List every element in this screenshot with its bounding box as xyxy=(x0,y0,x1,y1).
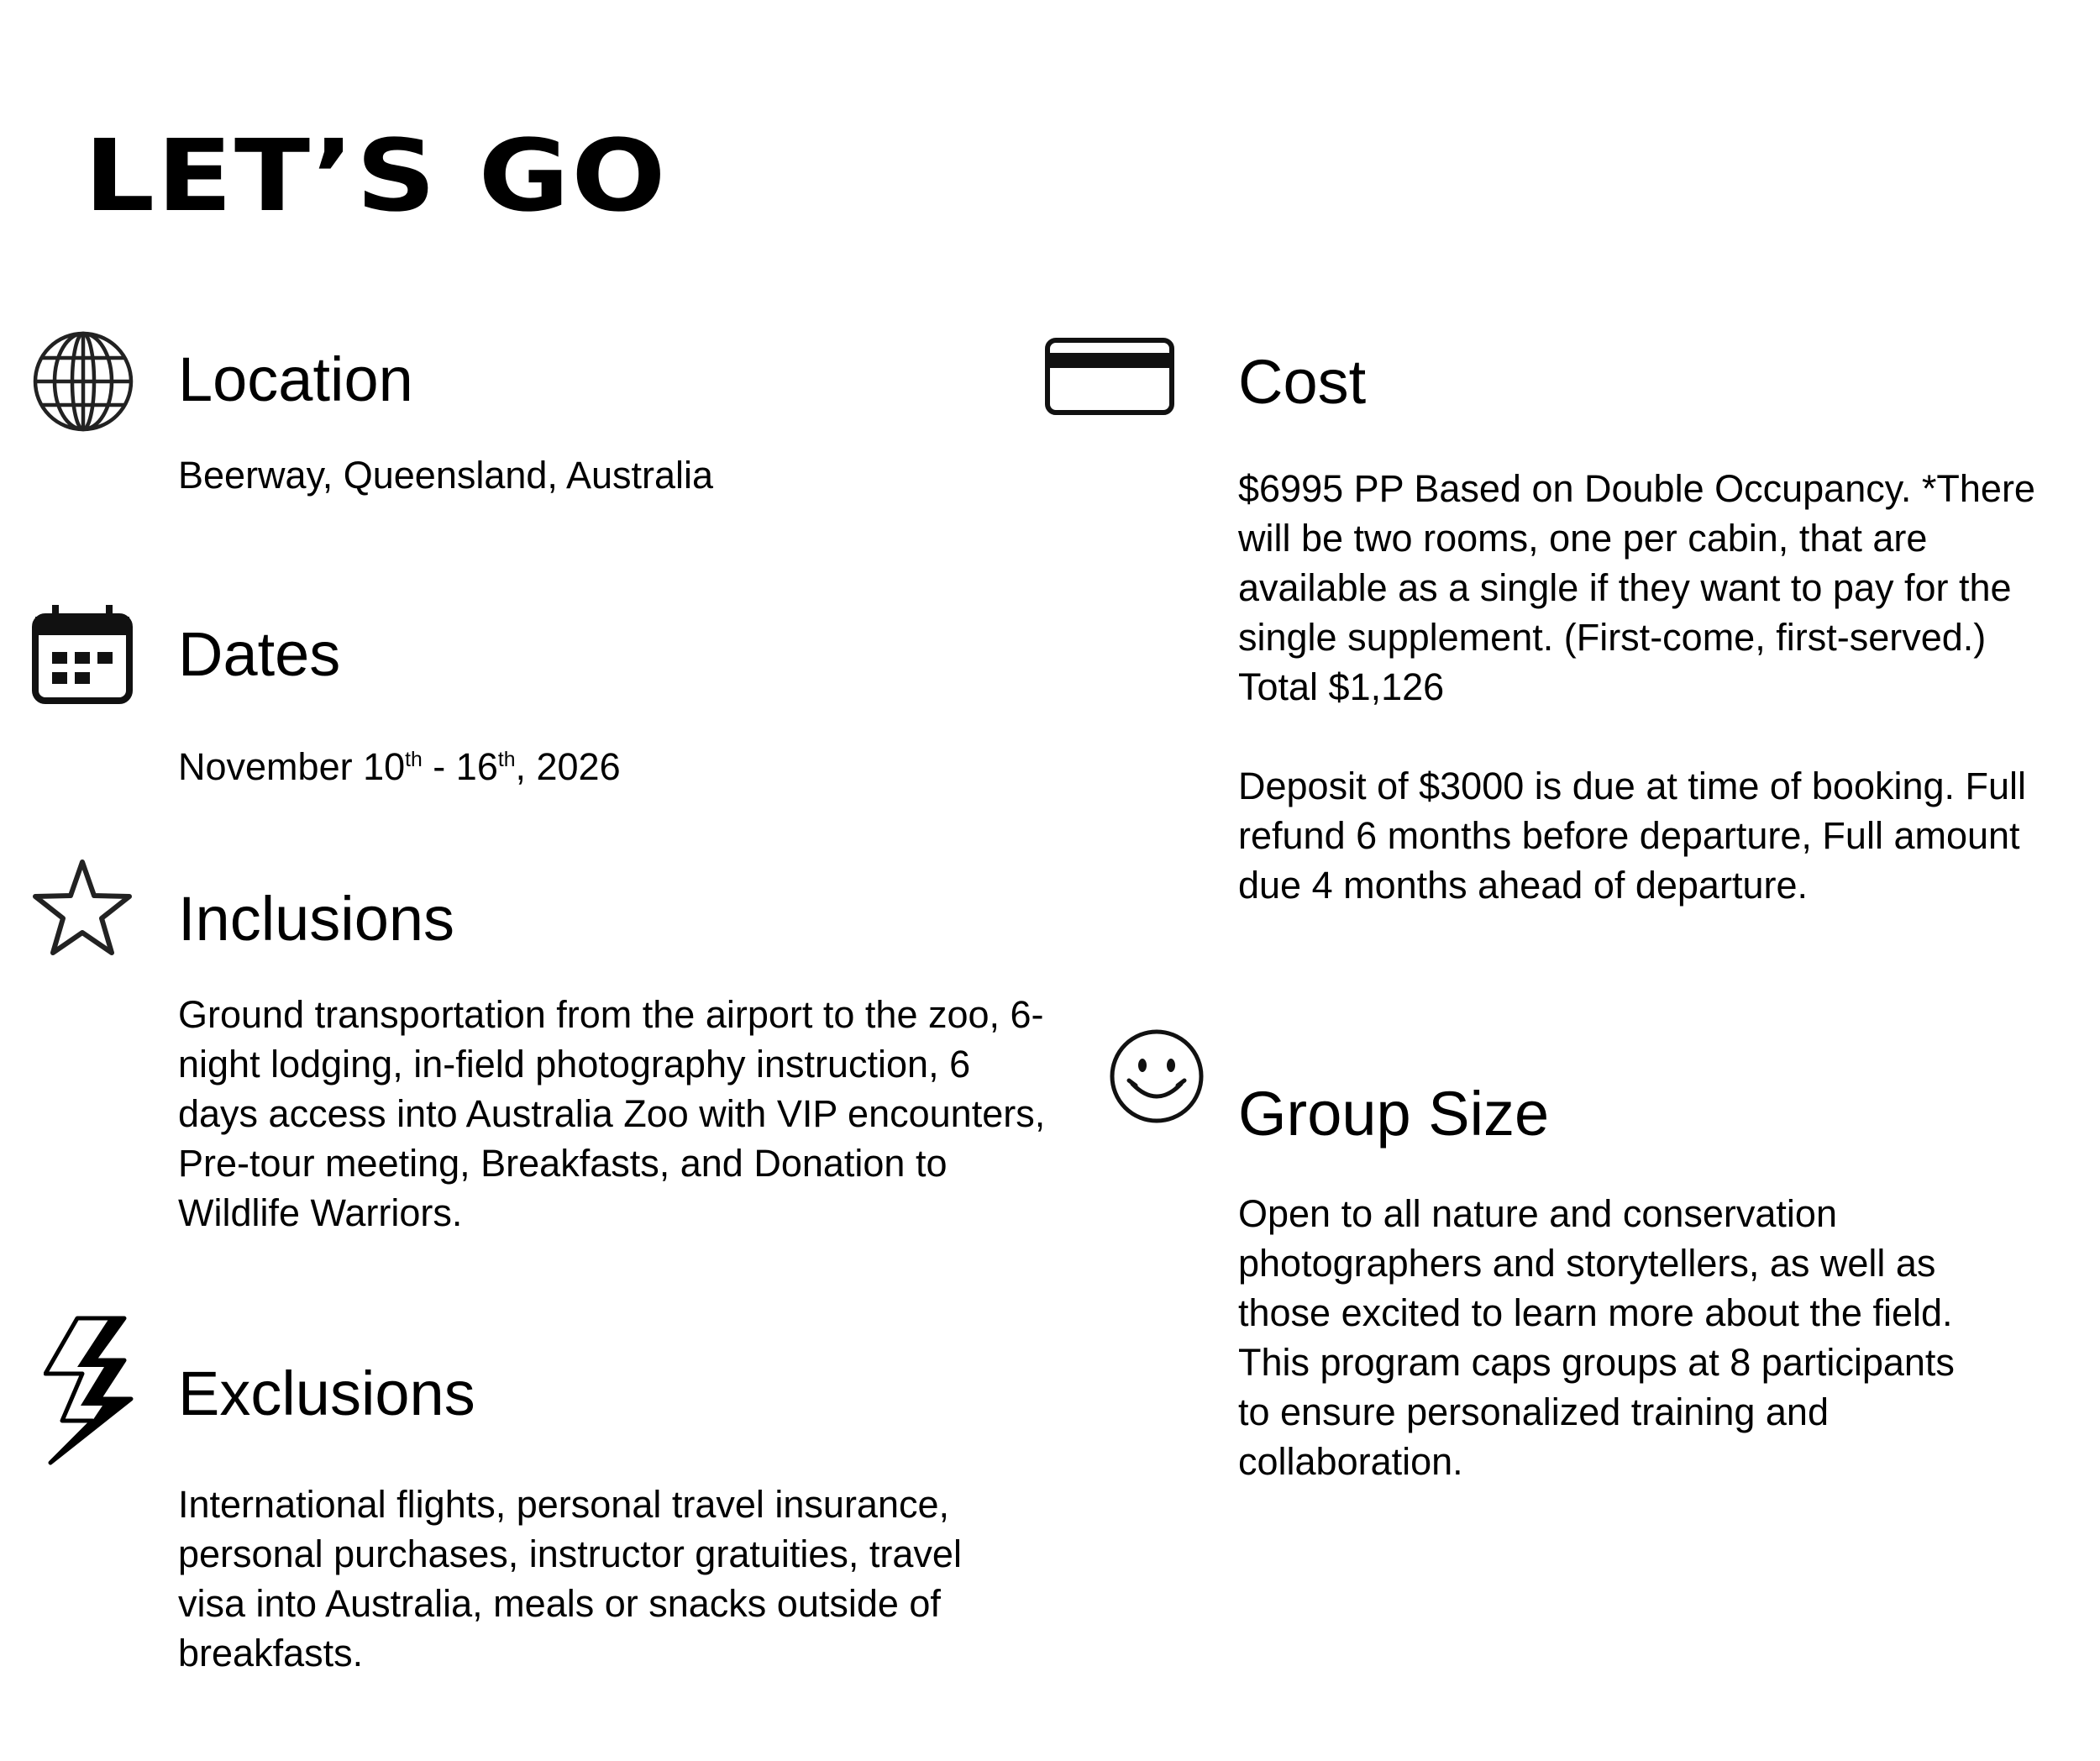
location-value: Beerway, Queensland, Australia xyxy=(178,454,714,497)
group-size-heading: Group Size xyxy=(1238,1079,1550,1149)
lightning-bolt-icon xyxy=(44,1315,136,1466)
credit-card-icon xyxy=(1045,338,1174,415)
exclusions-heading: Exclusions xyxy=(178,1359,475,1428)
group-size-value: Open to all nature and conservation photographers and storytellers, as well as those excited to learn more about the field. This program caps groups at 8 participants to ensure personalized training and collaboration. xyxy=(1238,1192,1955,1483)
cost-text xyxy=(1238,464,2087,910)
star-icon xyxy=(30,857,134,958)
group-size-text xyxy=(1238,1189,1994,1486)
dates-text xyxy=(178,742,1018,791)
page-title: LET’S GO xyxy=(84,118,668,234)
globe-icon xyxy=(32,330,134,433)
dates-heading: Dates xyxy=(178,619,341,689)
calendar-icon xyxy=(32,605,133,706)
dates-suffix-1: th xyxy=(405,749,423,771)
cost-deposit: Deposit of $3000 is due at time of booking. Full refund 6 months before departure, Full amount due 4 months ahead of departure. xyxy=(1238,765,2027,907)
inclusions-value: Ground transportation from the airport to the zoo, 6-night lodging, in-field photography instruction, 6 days access into Australia Zoo with VIP encounters, Pre-tour meeting, Breakfasts, and Donation to Wildlife Warriors. xyxy=(178,993,1046,1234)
cost-heading: Cost xyxy=(1238,347,1367,417)
cost-price: $6995 PP Based on Double Occupancy. *There will be two rooms, one per cabin, that are available as a single if they want to pay for the single supplement. (First-come, first-served.) xyxy=(1238,467,2035,659)
location-heading: Location xyxy=(178,344,413,414)
inclusions-text xyxy=(178,990,1060,1238)
cost-total: Total $1,126 xyxy=(1238,665,1445,708)
dates-end: - 16 xyxy=(422,745,498,788)
smiley-face-icon xyxy=(1109,1028,1205,1124)
exclusions-text xyxy=(178,1480,1035,1678)
location-text xyxy=(178,450,1018,500)
exclusions-value: International flights, personal travel insurance, personal purchases, instructor gratuities, travel visa into Australia, meals or snacks outside of breakfasts. xyxy=(178,1483,962,1674)
dates-year: , 2026 xyxy=(515,745,621,788)
dates-start: November 10 xyxy=(178,745,406,788)
inclusions-heading: Inclusions xyxy=(178,884,455,954)
dates-suffix-2: th xyxy=(497,749,516,771)
